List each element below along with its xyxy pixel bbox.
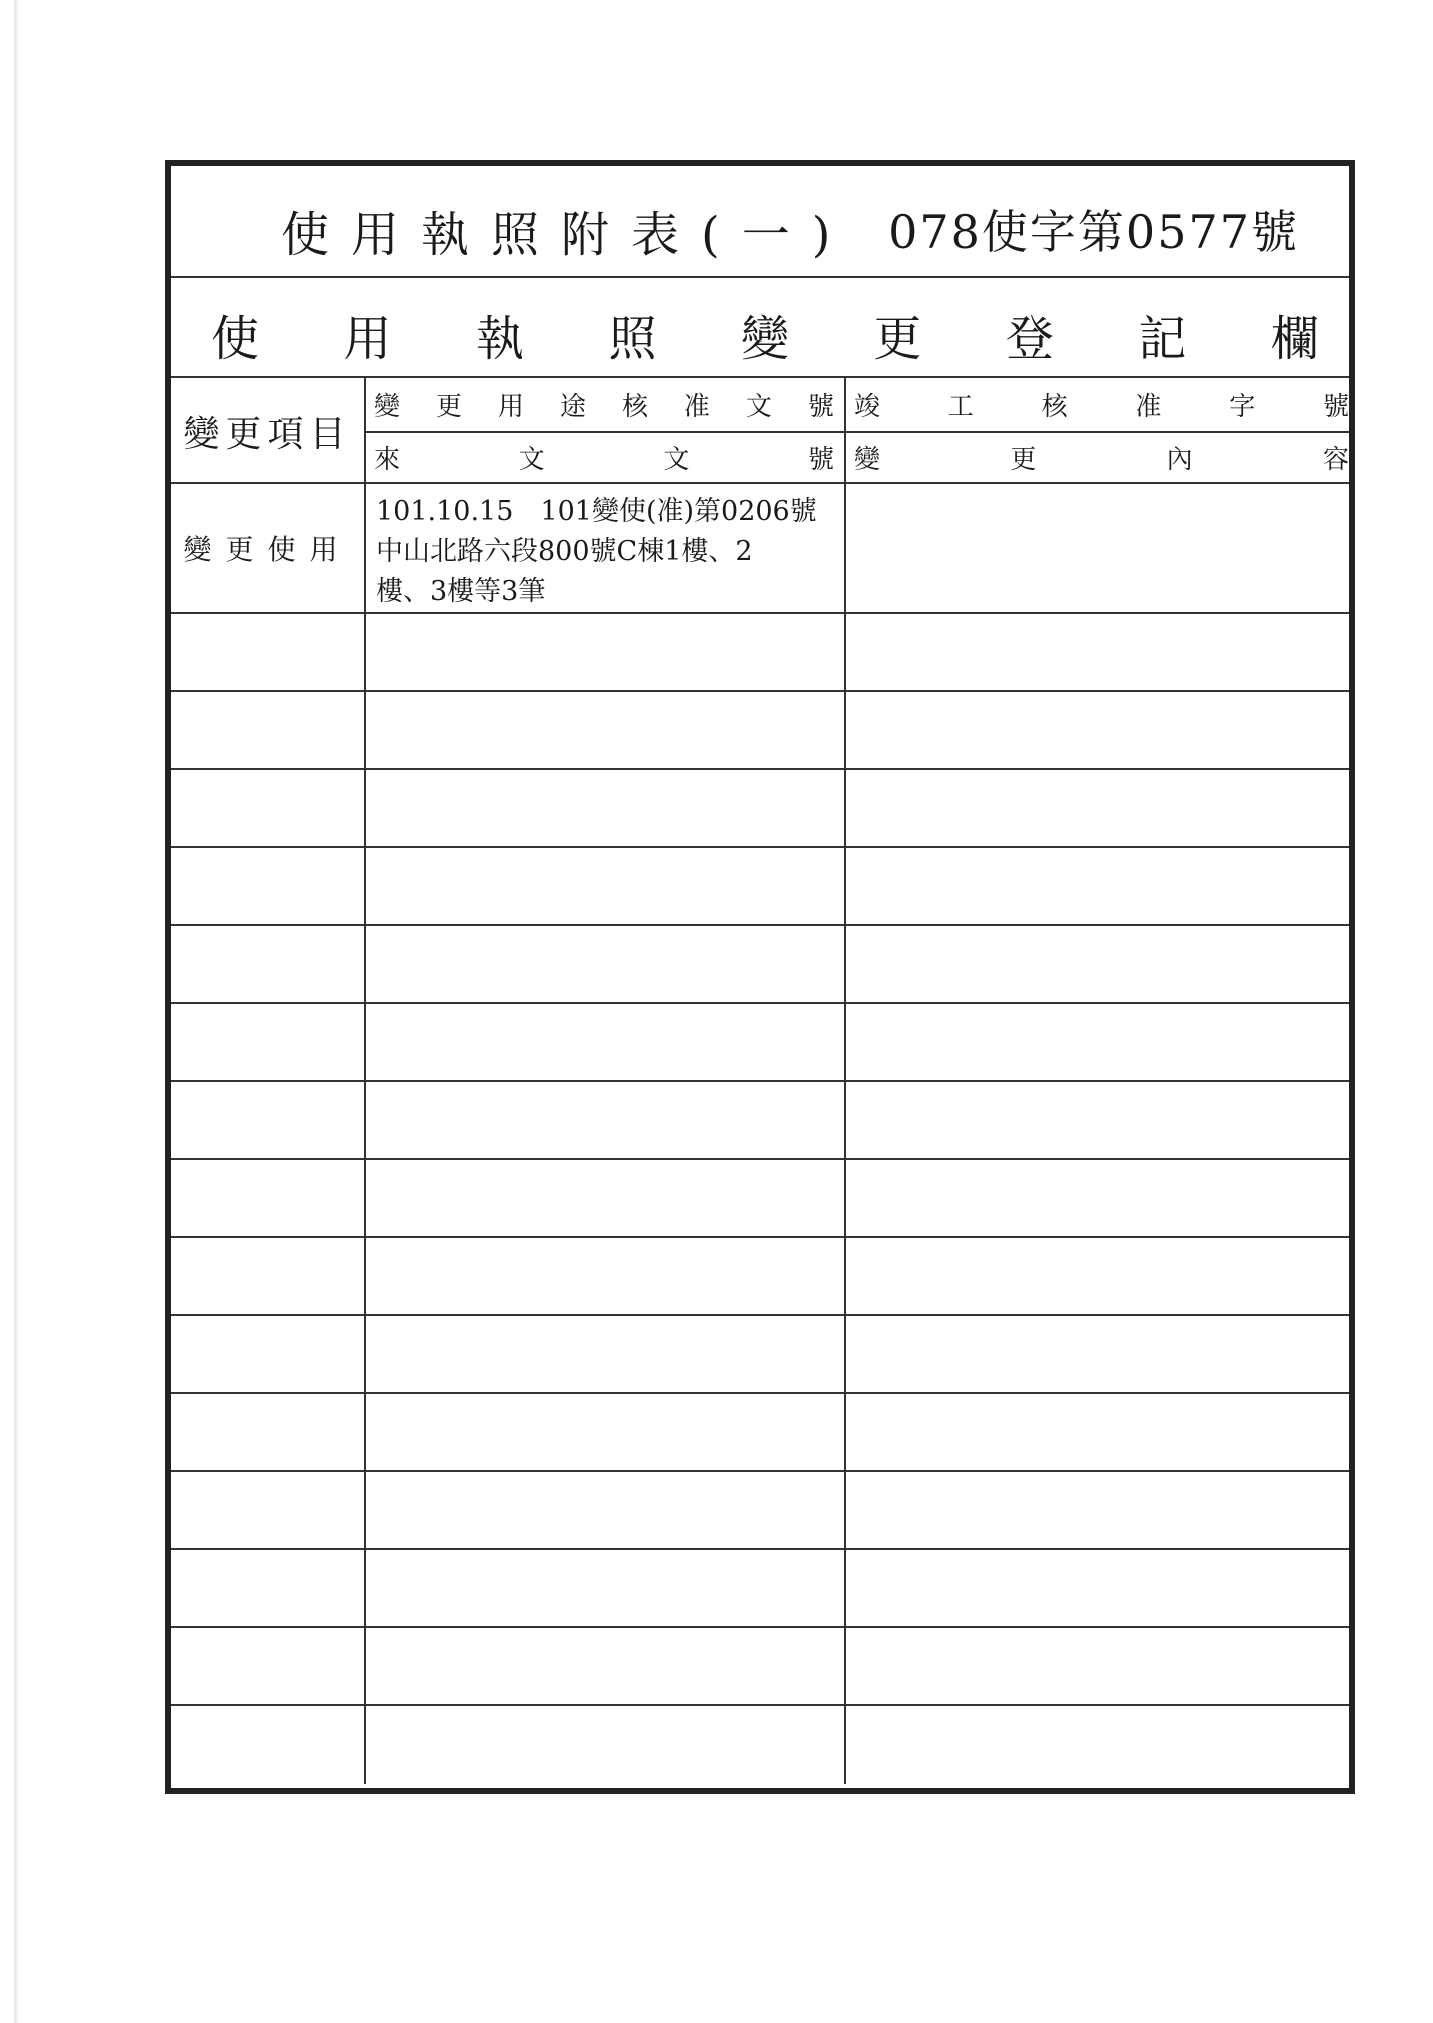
header-char: 文 — [745, 392, 772, 422]
header-char: 變 — [854, 445, 881, 475]
section-title-row — [171, 278, 1349, 378]
column-divider — [364, 1160, 366, 1236]
header-char: 核 — [1041, 392, 1068, 422]
column-divider — [844, 1706, 846, 1784]
column-divider — [364, 1628, 366, 1704]
column-divider — [844, 614, 846, 690]
header-char: 變 — [374, 392, 401, 422]
permit-number: 078使字第0577號 — [888, 205, 1299, 259]
scan-edge — [14, 0, 18, 2023]
section-title-char: 使 — [211, 311, 260, 367]
section-title-char: 用 — [343, 311, 392, 367]
completion-approval-number-header — [854, 378, 1349, 431]
column-divider — [364, 378, 366, 482]
column-divider — [364, 1472, 366, 1548]
permit-attachment-table — [165, 160, 1355, 1794]
table-row — [171, 1706, 1349, 1784]
section-title-char: 更 — [873, 311, 922, 367]
header-char: 竣 — [854, 392, 881, 422]
column-divider — [364, 1394, 366, 1470]
column-divider — [844, 1628, 846, 1704]
section-title-char: 照 — [608, 311, 657, 367]
column-divider — [844, 1004, 846, 1080]
header-char: 文 — [518, 445, 545, 475]
column-divider — [844, 1238, 846, 1314]
header-char: 用 — [497, 392, 524, 422]
column-divider — [364, 1316, 366, 1392]
header-char: 途 — [559, 392, 586, 422]
column-divider — [844, 1082, 846, 1158]
column-divider — [364, 1238, 366, 1314]
approval-doc-number-header — [374, 378, 834, 431]
column-divider — [844, 926, 846, 1002]
section-title-char: 執 — [475, 311, 524, 367]
column-divider — [844, 692, 846, 768]
table-row — [171, 614, 1349, 692]
document-title: 使用執照附表(一) — [281, 207, 853, 263]
header-char: 字 — [1229, 392, 1256, 422]
column-divider — [364, 848, 366, 924]
table-row — [171, 1628, 1349, 1706]
header-char: 核 — [621, 392, 648, 422]
column-divider — [844, 1316, 846, 1392]
column-divider — [364, 1706, 366, 1784]
section-title-char: 變 — [740, 311, 789, 367]
table-row — [171, 848, 1349, 926]
doc-line: 101.10.15 101變使(准)第0206號 — [376, 496, 817, 527]
table-row — [171, 1394, 1349, 1472]
column-divider — [364, 484, 366, 612]
table-row — [171, 1238, 1349, 1316]
change-content-header — [854, 431, 1349, 484]
column-divider — [364, 614, 366, 690]
column-divider — [844, 378, 846, 482]
column-divider — [844, 1394, 846, 1470]
table-row — [171, 926, 1349, 1004]
table-row — [171, 1316, 1349, 1394]
column-divider — [364, 770, 366, 846]
column-divider — [844, 1472, 846, 1548]
header-char: 來 — [374, 445, 401, 475]
section-title — [211, 300, 1319, 369]
change-item-header: 變更項目 — [183, 413, 352, 455]
table-row — [171, 770, 1349, 848]
column-divider — [364, 926, 366, 1002]
approval-doc-cell — [376, 492, 836, 612]
column-divider — [364, 1004, 366, 1080]
table-row — [171, 1004, 1349, 1082]
table-row — [171, 1082, 1349, 1160]
doc-line: 樓、3樓等3筆 — [376, 576, 546, 607]
column-divider — [844, 484, 846, 612]
column-header-row — [171, 378, 1349, 484]
incoming-doc-number-header — [374, 431, 834, 484]
header-char: 容 — [1322, 445, 1349, 475]
change-item-cell: 變更使用 — [183, 533, 352, 566]
table-row — [171, 484, 1349, 614]
column-divider — [844, 848, 846, 924]
header-char: 准 — [1135, 392, 1162, 422]
column-divider — [844, 770, 846, 846]
title-row — [171, 166, 1349, 278]
column-divider — [364, 1550, 366, 1626]
table-row — [171, 1472, 1349, 1550]
header-char: 准 — [683, 392, 710, 422]
table-row — [171, 1160, 1349, 1238]
column-divider — [844, 1160, 846, 1236]
table-row — [171, 1550, 1349, 1628]
column-divider — [844, 1550, 846, 1626]
header-char: 號 — [807, 445, 834, 475]
header-char: 號 — [1322, 392, 1349, 422]
header-char: 更 — [435, 392, 462, 422]
table-row — [171, 692, 1349, 770]
column-divider — [364, 1082, 366, 1158]
header-char: 更 — [1010, 445, 1037, 475]
doc-line: 中山北路六段800號C棟1樓、2 — [376, 536, 753, 567]
column-divider — [364, 692, 366, 768]
section-title-char: 記 — [1138, 311, 1187, 367]
header-char: 內 — [1166, 445, 1193, 475]
section-title-char: 欄 — [1270, 311, 1319, 367]
header-char: 號 — [807, 392, 834, 422]
header-char: 文 — [663, 445, 690, 475]
section-title-char: 登 — [1005, 311, 1054, 367]
header-char: 工 — [947, 392, 974, 422]
